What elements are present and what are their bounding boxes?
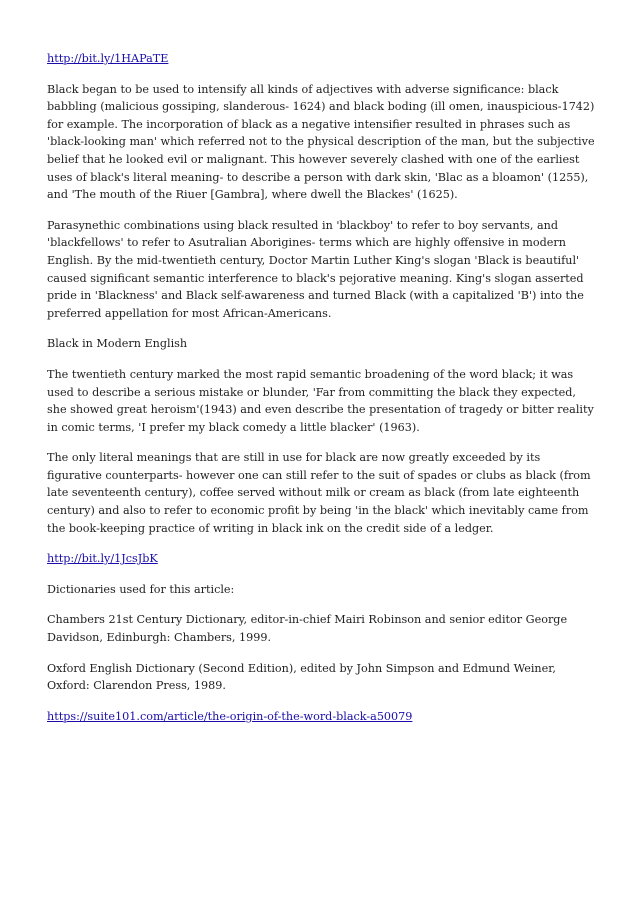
body-paragraph-2: Parasynethic combinations using black resulted in 'blackboy' to refer to boy servants, and 'blackfellows' to refer to Asutralian Aborigines- terms which are highly offensive in modern English. By the mid-twentieth century, Doctor Martin Luther King's slogan 'Black is beautiful' caused significant semantic interference to black's pejorative meaning. King's slogan asserted pride in 'Blackness' and Black self-awareness and turned Black (with a capitalized 'B') into the preferred appellation for most African-Americans. [47, 218, 584, 320]
link-paragraph-1 [47, 50, 595, 68]
source-link-3[interactable]: https://suite101.com/article/the-origin-of-the-word-black-a50079 [47, 709, 413, 723]
link-paragraph-2 [47, 550, 595, 568]
body-paragraph-1: Black began to be used to intensify all kinds of adjectives with adverse significance: black babbling (malicious gossiping, slanderous- 1624) and black boding (ill omen, inauspicious-1742) for example. The incorporation of black as a negative intensifier resulted in phrases such as 'black-looking man' which referred not to the physical description of the man, but the subjective belief that he looked evil or malignant. This however severely clashed with one of the earliest uses of black's literal meaning- to describe a person with dark skin, 'Blac as a bloamon' (1255), and 'The mouth of the Riuer [Gambra], where dwell the Blackes' (1625). [47, 82, 595, 202]
reference-oxford: Oxford English Dictionary (Second Edition), edited by John Simpson and Edmund Weiner, Oxford: Clarendon Press, 1989. [47, 661, 556, 693]
reference-chambers: Chambers 21st Century Dictionary, editor-in-chief Mairi Robinson and senior editor George Davidson, Edinburgh: Chambers, 1999. [47, 613, 568, 645]
document-page [47, 50, 595, 738]
source-link-2[interactable]: http://bit.ly/1JcsJbK [47, 552, 158, 566]
body-paragraph-4: The only literal meanings that are still in use for black are now greatly exceeded by its figurative counterparts- however one can still refer to the suit of spades or clubs as black (from late seventeenth century), coffee served without milk or cream as black (from late eighteenth century) and also to refer to economic profit by being 'in the black' which inevitably came from the book-keeping practice of writing in black ink on the credit side of a ledger. [47, 451, 591, 535]
dictionaries-intro: Dictionaries used for this article: [47, 582, 235, 596]
body-paragraph-3: The twentieth century marked the most rapid semantic broadening of the word black; it was used to describe a serious mistake or blunder, 'Far from committing the black they expected, she showed great heroism'(1943) and even describe the presentation of tragedy or bitter reality in comic terms, 'I prefer my black comedy a little blacker' (1963). [47, 367, 594, 434]
link-paragraph-3 [47, 708, 595, 726]
source-link-1[interactable]: http://bit.ly/1HAPaTE [47, 52, 169, 65]
section-heading: Black in Modern English [47, 337, 188, 351]
